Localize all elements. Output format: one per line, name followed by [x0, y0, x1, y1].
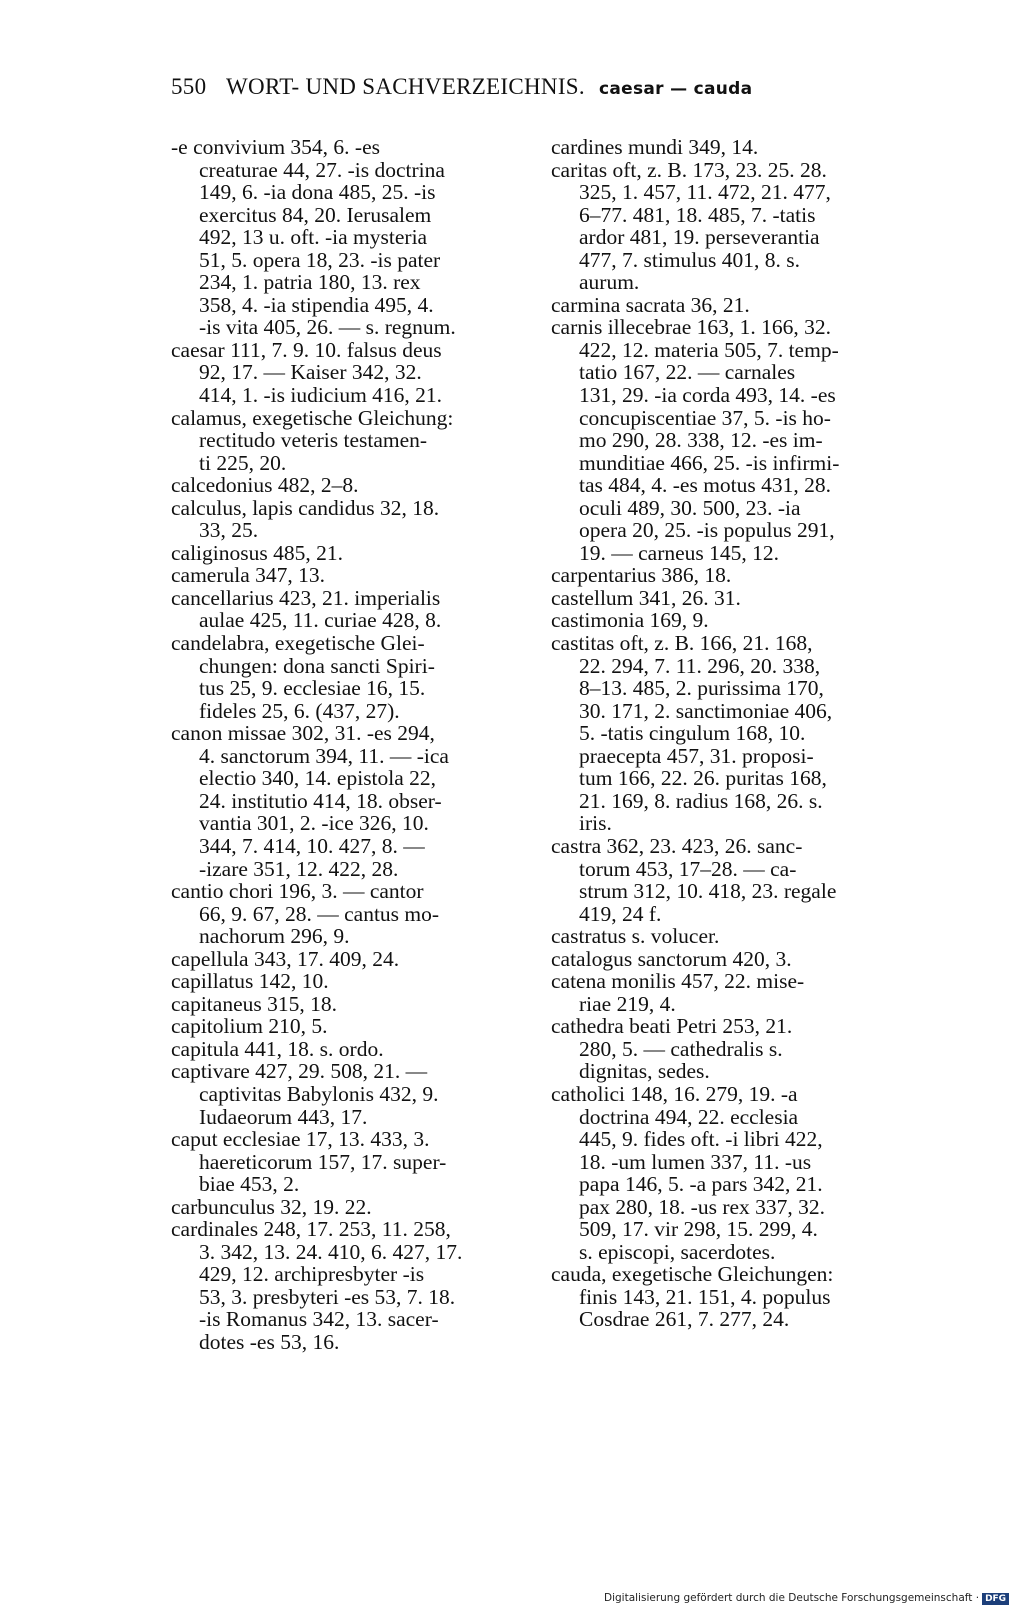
entry-line: chungen: dona sancti Spiri- [199, 653, 435, 678]
entry-line: 66, 9. 67, 28. — cantus mo- [199, 901, 440, 926]
entry-line: mo 290, 28. 338, 12. -es im- [579, 428, 823, 453]
index-entry [171, 136, 516, 339]
entry-line: vantia 301, 2. -ice 326, 10. [199, 811, 429, 836]
entry-line: camerula 347, 13. [171, 563, 326, 588]
entry-line: carmina sacrata 36, 21. [551, 292, 750, 317]
page-title: WORT- UND SACHVERZEICHNIS. [226, 74, 585, 99]
entry-line: haereticorum 157, 17. super- [199, 1149, 447, 1174]
entry-line: tatio 167, 22. — carnales [579, 360, 796, 385]
index-entry [171, 948, 516, 971]
entry-line: castitas oft, z. B. 166, 21. 168, [551, 631, 813, 656]
entry-line: capitolium 210, 5. [171, 1014, 328, 1039]
entry-line: calculus, lapis candidus 32, 18. [171, 495, 440, 520]
entry-line: 51, 5. opera 18, 23. -is pater [199, 247, 441, 272]
entry-line: cauda, exegetische Gleichungen: [551, 1262, 834, 1287]
index-entry [551, 1083, 896, 1263]
index-entry [171, 880, 516, 948]
entry-line: aulae 425, 11. curiae 428, 8. [199, 608, 442, 633]
entry-line: 53, 3. presbyteri -es 53, 7. 18. [199, 1284, 456, 1309]
entry-line: capillatus 142, 10. [171, 969, 329, 994]
entry-line: iris. [579, 811, 612, 836]
entry-line: 358, 4. -ia stipendia 495, 4. [199, 292, 434, 317]
entry-line: rectitudo veteris testamen- [199, 428, 428, 453]
entry-line: 492, 13 u. oft. -ia mysteria [199, 225, 428, 250]
index-entry [171, 474, 516, 497]
index-entry [171, 1128, 516, 1196]
entry-line: cardinales 248, 17. 253, 11. 258, [171, 1217, 451, 1242]
entry-line: -is Romanus 342, 13. sacer- [199, 1307, 439, 1332]
entry-line: catalogus sanctorum 420, 3. [551, 946, 792, 971]
entry-line: castimonia 169, 9. [551, 608, 709, 633]
index-entry [171, 993, 516, 1016]
entry-line: 92, 17. — Kaiser 342, 32. [199, 360, 422, 385]
entry-line: 21. 169, 8. radius 168, 26. s. [579, 788, 823, 813]
entry-line: 18. -um lumen 337, 11. -us [579, 1149, 812, 1174]
entry-line: 22. 294, 7. 11. 296, 20. 338, [579, 653, 821, 678]
footer-text: Digitalisierung gefördert durch die Deutsche Forschungsgemeinschaft · [604, 1592, 980, 1604]
entry-line: papa 146, 5. -a pars 342, 21. [579, 1172, 823, 1197]
entry-line: 149, 6. -ia dona 485, 25. -is [199, 180, 436, 205]
entry-line: castratus s. volucer. [551, 924, 720, 949]
index-entry [171, 1218, 516, 1353]
index-column-right [551, 136, 896, 1331]
entry-line: munditiae 466, 25. -is infirmi- [579, 450, 840, 475]
entry-line: opera 20, 25. -is populus 291, [579, 518, 835, 543]
entry-line: caput ecclesiae 17, 13. 433, 3. [171, 1127, 430, 1152]
entry-line: canon missae 302, 31. -es 294, [171, 721, 435, 746]
entry-line: 19. — carneus 145, 12. [579, 540, 780, 565]
index-entry [551, 925, 896, 948]
entry-line: caesar 111, 7. 9. 10. falsus deus [171, 337, 442, 362]
entry-line: strum 312, 10. 418, 23. regale [579, 879, 837, 904]
entry-line: Iudaeorum 443, 17. [199, 1104, 368, 1129]
entry-line: tus 25, 9. ecclesiae 16, 15. [199, 676, 426, 701]
entry-line: carnis illecebrae 163, 1. 166, 32. [551, 315, 832, 340]
entry-line: exercitus 84, 20. Ierusalem [199, 202, 432, 227]
entry-line: cardines mundi 349, 14. [551, 135, 759, 159]
entry-line: oculi 489, 30. 500, 23. -ia [579, 495, 801, 520]
entry-line: 280, 5. — cathedralis s. [579, 1036, 783, 1061]
index-entry [551, 1015, 896, 1083]
index-entry [551, 835, 896, 925]
entry-line: 422, 12. materia 505, 7. temp- [579, 337, 839, 362]
entry-line: calamus, exegetische Gleichung: [171, 405, 454, 430]
index-entry [171, 722, 516, 880]
digitization-footer [604, 1592, 1007, 1605]
entry-line: aurum. [579, 270, 640, 295]
entry-line: carpentarius 386, 18. [551, 563, 732, 588]
index-entry [171, 497, 516, 542]
entry-line: caliginosus 485, 21. [171, 540, 343, 565]
entry-line: 344, 7. 414, 10. 427, 8. — [199, 833, 425, 858]
index-entry [171, 632, 516, 722]
entry-line: 414, 1. -is iudicium 416, 21. [199, 383, 443, 408]
entry-line: capitaneus 315, 18. [171, 991, 337, 1016]
entry-line: 8–13. 485, 2. purissima 170, [579, 676, 824, 701]
entry-line: riae 219, 4. [579, 991, 676, 1016]
index-entry [171, 970, 516, 993]
entry-line: finis 143, 21. 151, 4. populus [579, 1284, 831, 1309]
entry-line: catena monilis 457, 22. mise- [551, 969, 805, 994]
index-entry [171, 564, 516, 587]
dfg-logo: DFG [982, 1593, 1009, 1605]
index-entry [551, 159, 896, 294]
entry-line: calcedonius 482, 2–8. [171, 473, 359, 498]
page-header [171, 74, 851, 100]
index-entry [551, 948, 896, 971]
index-entry [171, 1060, 516, 1128]
entry-line: concupiscentiae 37, 5. -is ho- [579, 405, 831, 430]
entry-line: dignitas, sedes. [579, 1059, 710, 1084]
entry-line: pax 280, 18. -us rex 337, 32. [579, 1194, 826, 1219]
entry-line: 477, 7. stimulus 401, 8. s. [579, 247, 800, 272]
index-entry [551, 316, 896, 564]
entry-line: 24. institutio 414, 18. obser- [199, 788, 442, 813]
entry-range: caesar — cauda [599, 79, 753, 99]
entry-line: 419, 24 f. [579, 901, 662, 926]
index-entry [551, 564, 896, 587]
entry-line: ti 225, 20. [199, 450, 287, 475]
entry-line: 30. 171, 2. sanctimoniae 406, [579, 698, 833, 723]
entry-line: 131, 29. -ia corda 493, 14. -es [579, 383, 836, 408]
entry-line: ardor 481, 19. perseverantia [579, 225, 820, 250]
entry-line: cantio chori 196, 3. — cantor [171, 879, 424, 904]
index-entry [171, 1038, 516, 1061]
entry-line: 509, 17. vir 298, 15. 299, 4. [579, 1217, 818, 1242]
entry-line: -izare 351, 12. 422, 28. [199, 856, 399, 881]
entry-line: castra 362, 23. 423, 26. sanc- [551, 833, 803, 858]
entry-line: -e convivium 354, 6. -es [171, 135, 380, 159]
index-entry [551, 136, 896, 159]
index-column-left [171, 136, 516, 1354]
entry-line: dotes -es 53, 16. [199, 1329, 340, 1354]
entry-line: captivare 427, 29. 508, 21. — [171, 1059, 428, 1084]
entry-line: caritas oft, z. B. 173, 23. 25. 28. [551, 157, 827, 182]
index-entry [171, 339, 516, 407]
entry-line: captivitas Babylonis 432, 9. [199, 1081, 439, 1106]
entry-line: biae 453, 2. [199, 1172, 300, 1197]
entry-line: s. episcopi, sacerdotes. [579, 1239, 776, 1264]
index-entry [551, 587, 896, 610]
entry-line: 429, 12. archipresbyter -is [199, 1262, 425, 1287]
index-entry [551, 1263, 896, 1331]
entry-line: creaturae 44, 27. -is doctrina [199, 157, 445, 182]
entry-line: cancellarius 423, 21. imperialis [171, 585, 441, 610]
index-entry [171, 587, 516, 632]
page-number: 550 [171, 74, 207, 99]
entry-line: 234, 1. patria 180, 13. rex [199, 270, 421, 295]
entry-line: 6–77. 481, 18. 485, 7. -tatis [579, 202, 816, 227]
index-entry [551, 609, 896, 632]
entry-line: 4. sanctorum 394, 11. — -ica [199, 743, 449, 768]
entry-line: 445, 9. fides oft. -i libri 422, [579, 1127, 823, 1152]
index-entry [171, 1196, 516, 1219]
entry-line: Cosdrae 261, 7. 277, 24. [579, 1307, 790, 1332]
entry-line: electio 340, 14. epistola 22, [199, 766, 437, 791]
entry-line: capellula 343, 17. 409, 24. [171, 946, 400, 971]
entry-line: candelabra, exegetische Glei- [171, 631, 425, 656]
entry-line: doctrina 494, 22. ecclesia [579, 1104, 799, 1129]
entry-line: torum 453, 17–28. — ca- [579, 856, 797, 881]
entry-line: fideles 25, 6. (437, 27). [199, 698, 400, 723]
index-entry [171, 1015, 516, 1038]
entry-line: cathedra beati Petri 253, 21. [551, 1014, 793, 1039]
entry-line: carbunculus 32, 19. 22. [171, 1194, 372, 1219]
entry-line: -is vita 405, 26. — s. regnum. [199, 315, 456, 340]
index-entry [551, 632, 896, 835]
entry-line: 33, 25. [199, 518, 259, 543]
entry-line: capitula 441, 18. s. ordo. [171, 1036, 384, 1061]
entry-line: tas 484, 4. -es motus 431, 28. [579, 473, 832, 498]
entry-line: nachorum 296, 9. [199, 924, 350, 949]
entry-line: 325, 1. 457, 11. 472, 21. 477, [579, 180, 831, 205]
entry-line: 3. 342, 13. 24. 410, 6. 427, 17. [199, 1239, 463, 1264]
entry-line: 5. -tatis cingulum 168, 10. [579, 721, 806, 746]
index-entry [551, 970, 896, 1015]
entry-line: tum 166, 22. 26. puritas 168, [579, 766, 827, 791]
entry-line: catholici 148, 16. 279, 19. -a [551, 1081, 798, 1106]
index-entry [171, 542, 516, 565]
index-entry [551, 294, 896, 317]
entry-line: praecepta 457, 31. proposi- [579, 743, 814, 768]
index-entry [171, 407, 516, 475]
entry-line: castellum 341, 26. 31. [551, 585, 741, 610]
